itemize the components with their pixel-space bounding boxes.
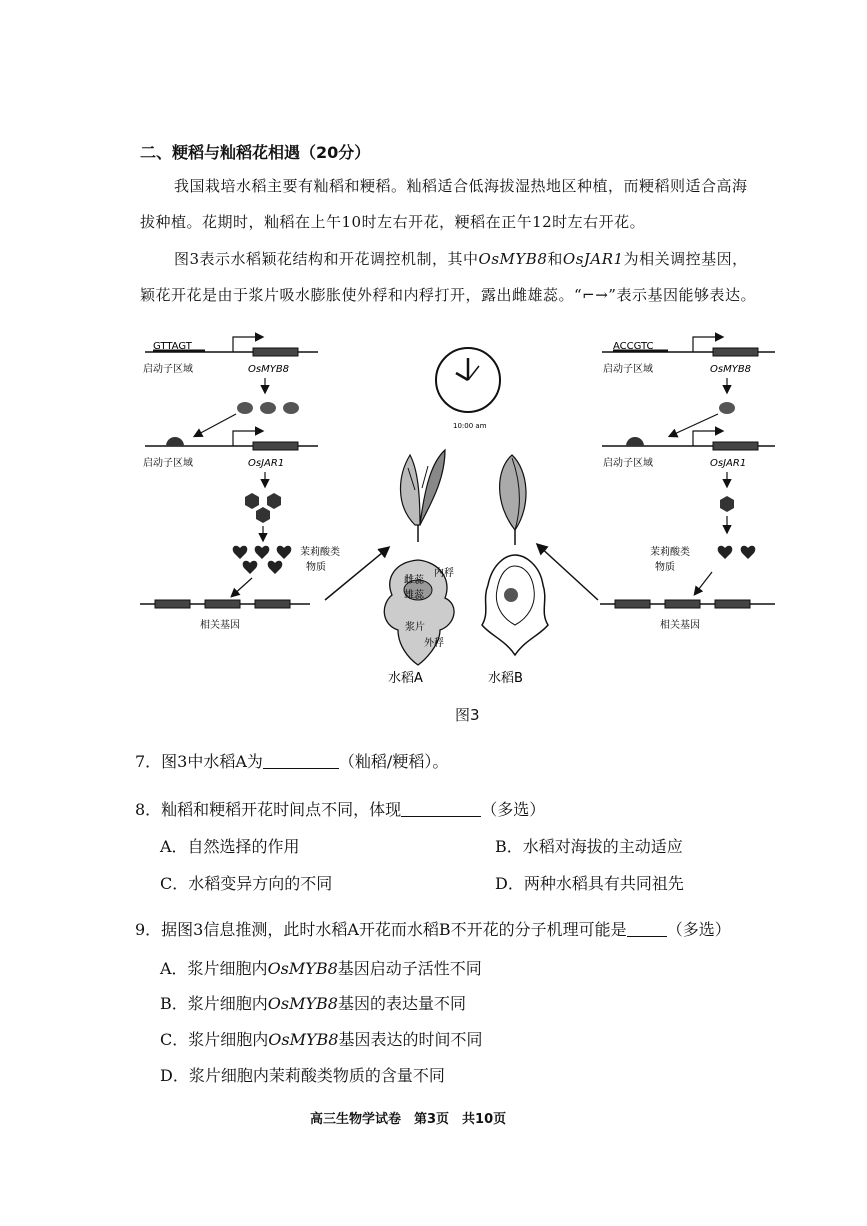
bound-protein	[626, 437, 644, 446]
protein-dot	[260, 402, 276, 414]
right-sequence: ACCGTC	[613, 341, 654, 352]
question-9	[135, 917, 731, 940]
right-gene-label-2: OsJAR1	[710, 458, 747, 469]
related-gene-box	[665, 600, 700, 608]
option-text: C．浆片细胞内	[160, 1030, 269, 1049]
left-ja-label-2: 物质	[306, 562, 326, 573]
option-text: 基因的表达量不同	[337, 994, 466, 1013]
related-gene-box	[205, 600, 240, 608]
intro-line-4: 颖花开花是由于浆片吸水膨胀使外稃和内稃打开，露出雌雄蕊。“⌐→”表示基因能够表达。	[140, 286, 756, 304]
related-gene-box	[155, 600, 190, 608]
q9-answer-blank[interactable]	[627, 922, 667, 937]
q8-option-a[interactable]: A．自然选择的作用	[160, 837, 300, 856]
intro-line-1: 我国栽培水稻主要有籼稻和粳稻。籼稻适合低海拔湿热地区种植，而粳稻则适合高海	[174, 177, 748, 195]
question-7	[135, 749, 448, 772]
left-gene-label-1: OsMYB8	[248, 364, 290, 375]
label-pistil: 雌蕊	[404, 575, 424, 586]
left-sequence: GTTAGT	[153, 341, 192, 352]
right-promoter-label-1: 启动子区域	[603, 364, 653, 375]
left-promoter-label-1: 启动子区域	[143, 364, 193, 375]
right-pathway	[538, 337, 775, 631]
protein-hexagon	[720, 496, 734, 512]
osmyb8-gene-box	[713, 348, 758, 356]
right-promoter-label-2: 启动子区域	[603, 458, 653, 469]
clock-time: 10:00 am	[453, 422, 487, 430]
q9-option-d[interactable]: D．浆片细胞内茉莉酸类物质的含量不同	[160, 1066, 445, 1085]
rice-b-label: 水稻B	[488, 671, 523, 686]
protein-hexagon	[267, 493, 281, 509]
gene-name: OsJAR1	[562, 250, 624, 268]
q8-suffix: （多选）	[481, 800, 546, 819]
left-ja-label-1: 茉莉酸类	[300, 547, 340, 558]
q7-answer-blank[interactable]	[263, 754, 339, 769]
q9-option-c[interactable]	[160, 1027, 482, 1050]
rice-a-cross-section-icon	[384, 560, 454, 665]
intro-text: 和	[547, 250, 563, 268]
q7-text: 7．图3中水稻A为	[135, 752, 263, 771]
intro-text: 图3表示水稻颖花结构和开花调控机制，其中	[174, 250, 479, 268]
left-related-gene-label: 相关基因	[200, 620, 240, 631]
jasmonate-hearts	[233, 546, 292, 574]
rice-a-open-floret-icon	[400, 450, 445, 542]
bound-protein	[166, 437, 184, 446]
osjar1-gene-box	[713, 442, 758, 450]
related-gene-box	[715, 600, 750, 608]
figure-caption: 图3	[455, 706, 480, 724]
protein-dot	[237, 402, 253, 414]
gene-name: OsMYB8	[478, 250, 548, 268]
left-pathway	[140, 337, 388, 631]
q9-option-b[interactable]	[160, 991, 466, 1014]
right-ja-label-2: 物质	[655, 562, 675, 573]
option-text: 基因表达的时间不同	[338, 1030, 483, 1049]
related-gene-box	[615, 600, 650, 608]
protein-dot	[719, 402, 735, 414]
question-8	[135, 797, 545, 820]
intro-line-2: 拔种植。花期时，籼稻在上午10时左右开花，粳稻在正午12时左右开花。	[140, 213, 646, 231]
gene-name: OsMYB8	[267, 994, 338, 1013]
right-ja-label-1: 茉莉酸类	[650, 547, 690, 558]
protein-dot	[283, 402, 299, 414]
label-inner-palea: 内稃	[434, 568, 454, 579]
osjar1-gene-box	[253, 442, 298, 450]
protein-hexagon	[245, 493, 259, 509]
section-title: 二、粳稻与籼稻花相遇（20分）	[140, 143, 371, 162]
left-promoter-label-2: 启动子区域	[143, 458, 193, 469]
q9-text: 9．据图3信息推测，此时水稻A开花而水稻B不开花的分子机理可能是	[135, 920, 627, 939]
rice-b-closed-floret-icon	[500, 455, 526, 545]
intro-text: 为相关调控基因，	[623, 250, 748, 268]
rice-b-cross-section-icon	[482, 555, 548, 655]
q8-option-b[interactable]: B．水稻对海拔的主动适应	[495, 837, 683, 856]
option-text: A．浆片细胞内	[160, 959, 268, 978]
osmyb8-gene-box	[253, 348, 298, 356]
gene-name: OsMYB8	[268, 1030, 339, 1049]
right-gene-label-1: OsMYB8	[710, 364, 752, 375]
option-text: 基因启动子活性不同	[337, 959, 482, 978]
jasmonate-hearts	[718, 546, 756, 559]
label-lodicule: 浆片	[405, 622, 425, 633]
q8-option-c[interactable]: C．水稻变异方向的不同	[160, 874, 333, 893]
gene-name: OsMYB8	[267, 959, 338, 978]
protein-hexagon	[256, 507, 270, 523]
left-gene-label-2: OsJAR1	[248, 458, 285, 469]
q9-option-a[interactable]	[160, 956, 482, 979]
q9-suffix: （多选）	[666, 920, 731, 939]
label-stamen: 雄蕊	[404, 590, 424, 601]
related-gene-box	[255, 600, 290, 608]
clock-icon	[436, 348, 500, 430]
option-text: B．浆片细胞内	[160, 994, 268, 1013]
q8-text: 8．籼稻和粳稻开花时间点不同，体现	[135, 800, 402, 819]
q8-answer-blank[interactable]	[401, 802, 481, 817]
right-related-gene-label: 相关基因	[660, 620, 700, 631]
page-footer: 高三生物学试卷 第3页 共10页	[310, 1112, 507, 1127]
q8-option-d[interactable]: D．两种水稻具有共同祖先	[495, 874, 684, 893]
q7-suffix: （籼稻/粳稻）。	[338, 752, 449, 771]
label-outer-lemma: 外稃	[424, 638, 444, 649]
rice-a-label: 水稻A	[388, 671, 423, 686]
